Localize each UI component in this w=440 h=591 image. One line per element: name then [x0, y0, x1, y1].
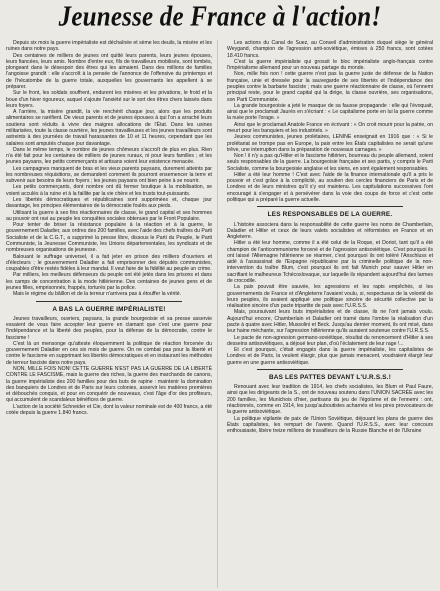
paragraph: Depuis six mois la guerre impérialiste est déchaînée et sème les deuils, la misère et les ruines dans notre pays. — [6, 40, 212, 53]
paragraph: Sur le front, les soldats souffrent, endurent les misères et les privations, le froid et la boue d'un hiver rigoureux, auquel s'ajoute l'anxiété sur le sort des êtres chers laissés dans leurs foyers. — [6, 90, 212, 109]
column-divider — [217, 40, 218, 588]
paragraph: Renouant avec leur tradition de 1914, les chefs socialistes, les Blum et Paul Faure, ainsi que les dirigeants de la S., ont de nouveau soutenu dans l'UNION SACRÉE avec les 200 familles, les Munichois d'hier, partisans du jeu de l'égoïsme et de l'ennemi : ont, réactionnés, comme en 1914, les jusqu'auboutistes acharnés et les pires provocateurs de la guerre antisoviétique. — [227, 384, 433, 416]
paragraph: Hitler a été leur homme, comme il a été celui de la Roque, et Doriot, tant qu'il a été champion de l'anticommunisme forcené et de l'agression antisoviétique. C'est pourquoi ils ont laissé l'Allemagne hitlérienne se réarmer, c'est pourquoi ils ont toléré l'Anschluss et aidé à l'assassinat de l'Espagne républicaine par la criminelle politique de la non-intervention du traître Blum, c'est pourquoi ils ont fait Munich pour sauver Hitler en sacrifiant le malheureux Tchécoslovaque, sur laquelle ils répandent aujourd'hui des larmes de crocodile. — [227, 240, 433, 285]
paragraph: Utilisant la guerre à ses fins réactionnaires de classe, le grand capital et ses hommes au pouvoir ont ravi au peuple les conquêtes sociales obtenues par le Front Populaire. — [6, 209, 212, 222]
page-title: Jeunesse de France à l'action! — [58, 2, 382, 33]
paragraph: Ainsi que le proclamait Anatole France en écrivant : « On croit mourir pour la patrie, on meurt pour les banquiers et les industriels. » — [227, 121, 433, 134]
paragraph: Des centaines de milliers de jeunes ont quitté leurs parents, leurs jeunes épouses, leurs fiancées, leurs amis. Nombre d'entre eux, fils de travailleurs mobilisés, sont tombés, plongeant dans le désespoir des êtres qui les aimaient. Dans des millions de familles l'angoisse grandit : elle s'accroît à la pensée de l'annonce de l'offensive du printemps et de l'hécatombe de la guerre totale, auxquelles les gouvernants les appellent à se préparer. — [6, 52, 212, 90]
paragraph: La politique vigilante de paix de l'Union Soviétique, déjouant les plans de guerre des États capitalistes, les rempart de l'avenir. Quand l'U.R.S.S., avec leur concours enthousiaste, libère treize millions de travailleurs de la Russie Blanche et de l'Ukraine — [227, 415, 433, 435]
paragraph: Dans le même temps, le nombre de jeunes chômeurs s'accroît de plus en plus. Rien n'a été fait pour les centaines de milliers de jeunes ruraux, ni pour leurs familles ; et les jeunes paysans, les petits commerçants et artisans voient leur existence menacée. — [6, 146, 212, 166]
paragraph: Les libertés démocratiques et républicaines sont supprimées et, chaque jour davantage, les principes élémentaires de la démocratie foulés aux pieds. — [6, 197, 212, 210]
paragraph: Les actions du Canal de Suez, au Conseil d'administration duquel siège le général Weygand, champion de l'agression anti-soviétique, émises à 250 francs, sont cotées 18.410 francs. — [227, 40, 433, 59]
paragraph: Pour tenter de briser la résistance populaire à la réaction et à la guerre, le gouvernement Daladier, aux ordres des 200 familles, avec l'aide des chefs traîtres du Parti Socialiste et de la C.G.T., a supprimé la presse libre, dissous le Parti du Peuple, le Parti Communiste, la Jeunesse Communiste, les Unions départementales, les syndicats et de nombreuses organisations de jeunesse. — [6, 222, 212, 254]
paragraph: C'est là un mensonge qu'atteste éloquemment la politique de réaction forcenée du gouvernement Daladier en ces six mois de guerre. On ne combat pas pour la liberté et contre le fascisme en supprimant les libertés démocratiques et en instaurant les méthodes de terreur fasciste dans notre pays. — [6, 340, 212, 366]
left-column — [6, 40, 212, 588]
section-rule — [257, 206, 403, 207]
paragraph: Les campagnes manquent de bras et les vieux parents paysans, durement atteints par les nombreuses réquisitions, se demandent comment ils pourront ensemencer la terre et subvenir aux besoins de leurs foyers ; les jeunes paysans ont bien peine à se nourrir. — [6, 165, 212, 185]
paragraph: Mais, poursuivant leurs buts impérialistes et de classe, ils ne l'ont jamais voulu. Aujourd'hui encore, Chamberlain et Daladier ont tramé dans l'ombre la réalisation d'un pacte à quatre avec Hitler, Mussolini et Beck. Jusqu'au dernier moment, ils ont misé, dans leur haine méchante, sur l'agression hitlérienne qu'ils auraient soutenue contre l'U.R.S.S. — [227, 309, 433, 335]
section-rule — [36, 301, 182, 302]
paragraph: La grande bourgeoisie a jeté le masque de sa fausse propagande : elle qui l'évoquait, ainsi que le proclamait Jaurès en s'écriant : « Le capitalisme porte en lui la guerre comme la nuée porte l'orage. » — [227, 102, 433, 122]
section-heading: A BAS LA GUERRE IMPÉRIALISTE! — [52, 305, 166, 313]
section-heading: LES RESPONSABLES DE LA GUERRE. — [267, 211, 393, 219]
paragraph: C'est la guerre impérialiste qui grossit le bloc impérialiste anglo-français contre l'impérialisme allemand pour un nouveau partage du monde. — [227, 58, 433, 72]
section-heading: BAS LES PATTES DEVANT L'U.R.S.S.! — [268, 373, 392, 381]
paragraph: A l'arrière, la misère grandit, la vie renchérit chaque jour, alors que les produits alimentaires se raréfient. De vieux parents et de jeunes épouses à qui l'on a arraché leurs soutiens sont réduits à vivre des maigres allocations de l'État. Dans les usines militarisées, toute la classe ouvrière, les jeunes travailleuses et les jeunes travailleurs sont astreints à des journées de travail harassantes de 10 et 11 heures, cependant que les salaires sont amputés chaque jour davantage. — [6, 109, 212, 147]
paragraph: Non, mille fois non ! cette guerre n'est pas la guerre juste de défense de la Nation française, unie et dressée pour la sauvegarde de ses libertés et l'indépendance des peuples contre la barbarie fasciste ; mais une guerre réactionnaire de classe, où l'ennemi principal reste, pour le grand capital qui la dirige, la classe ouvrière, ses organisations, son Parti Communiste. — [227, 71, 433, 103]
paragraph: NON, MILLE FOIS NON! CETTE GUERRE N'EST PAS LA GUERRE DE LA LIBERTÉ CONTRE LE FASCISME, mais la guerre des riches, la guerre des marchands de canons, la guerre impérialiste des 200 familles pour des buts de rapine : maintenir la domination des banquiers de Londres et de Paris sur leurs colonies, asservir les matières premières et débouchés conquis, et pour en conquérir de nouveaux, c'est l'âge d'or des profiteurs, qui accumulent de scandaleux bénéfices de guerre. — [6, 365, 212, 404]
paragraph: L'histoire associera dans la responsabilité de cette guerre les noms de Chamberlain, Daladier et Hitler et ceux de leurs valets socialistes et réformistes en France et en Angleterre. — [227, 221, 433, 241]
paragraph: Jeunes communistes, jeunes prolétaires, LENINE enseignait en 1916 que : « Si le prolétariat se trompe pas en Europe, la paix entre les États capitalistes ne serait qu'une trêve, une interruption dans la préparation de nouveaux carnages. » — [227, 134, 433, 153]
paragraph: Les petits commerçants, dont nombre ont dû fermer boutique à la mobilisation, se voient acculés à la ruine et à la faillite par la vie chère et les trusts tout-puissants. — [6, 184, 212, 197]
paragraph: La paix pouvait être sauvée, les agressions et les rapts empêchés, si les gouvernements de France et d'Angleterre l'avaient voulu, si, respectueux de la volonté de leurs peuples, ils avaient appliqué une politique sincère de sécurité collective par la réalisation sincère d'un pacte tripartite de paix avec l'U.R.S.S. — [227, 284, 433, 310]
paragraph: Le pacte de non-agression germano-soviétique, résultat du renoncement d'Hitler à ses desseins antisoviétiques, a déjoué leur plan, d'où l'éclatement de leur rage !... — [227, 334, 433, 347]
paragraph: Et c'est pourquoi, c'était engagés dans la guerre impérialiste, les capitalistes de Londres et de Paris, la veulent élargir, plus que jamais menacent, voudraient élargir leur guerre en une guerre antisoviétique. — [227, 347, 433, 366]
right-column — [227, 40, 433, 588]
section-rule — [257, 369, 403, 370]
paragraph: Par milliers, les meilleurs défenseurs du peuple ont été jetés dans les prisons et dans les camps de concentration à la mode hitlérienne. Des centaines de jeunes gens et de jeunes filles, emprisonnés, frappés, torturés par la police. — [6, 272, 212, 291]
paragraph: Hitler a été leur homme ! C'est avec l'aide de la finance internationale qu'il a pris le pouvoir et c'est grâce à la complicité, au soutien des cercles financiers de Paris et de Londres et de leurs ministres qu'il s'y est maintenu. Les capitulations successives l'ont encouragé à s'engager et à persévérer dans la voie des coups de force et c'est cette politique qui a préparé la guerre actuelle. — [227, 171, 433, 204]
paragraph: Mais le régime du bâillon et de la terreur n'arrivera pas à étouffer la vérité. — [13, 291, 182, 298]
paragraph: Non ! il n'y a pas qu'Hitler et le fascisme hitlérien, bourreau du peuple allemand, soient seuls responsables de la guerre. La bourgeoisie française et ses partis, y compris le Parti Socialiste, comme la bourgeoisie anglaise et les siens, en sont également responsables. — [227, 153, 433, 172]
paragraph: Balouant le suffrage universel, il a fait jeter en prison des milliers d'ouvriers et d'électeurs ; le gouvernement Daladier a fait emprisonner des députés communistes, coupables d'être restés fidèles à leur mandat. Il veut faire de la fidélité au peuple un crime. — [6, 253, 212, 273]
paragraph: Jeunes travailleurs, ouvriers, paysans, la grande bourgeoisie et sa presse asservie essaient de vous faire accepter leur guerre en clamant que c'est une guerre pour l'indépendance et la liberté des peuples, pour la défense de la démocratie, contre le fascisme ! — [6, 315, 212, 341]
paragraph: L'action de la société Schneider et Cie, dont la valeur nominale est de 400 francs, a été cotée depuis la guerre 1.840 francs. — [6, 403, 212, 416]
